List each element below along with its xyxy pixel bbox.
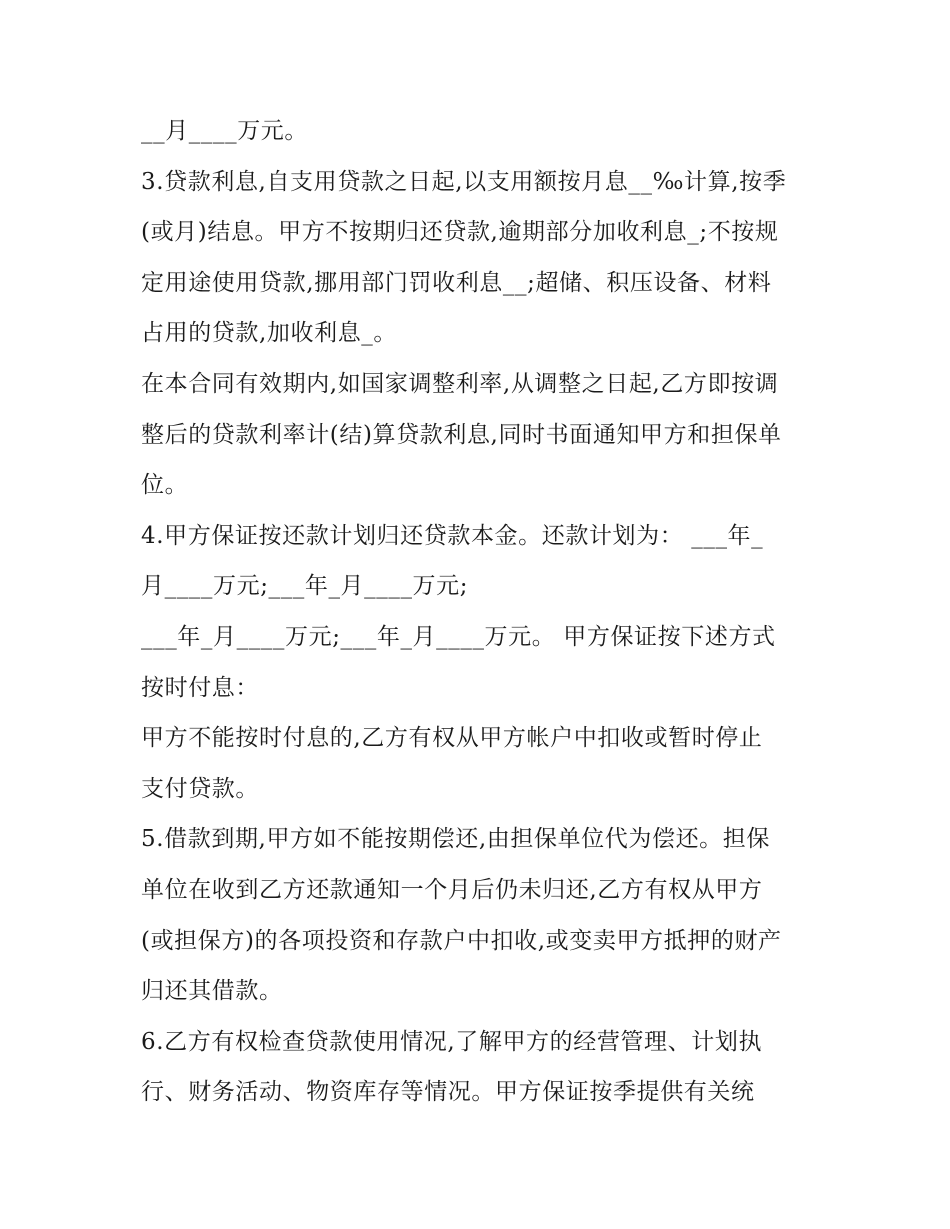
- text-line: 按时付息：: [141, 674, 259, 701]
- text-line: 整后的贷款利率计(结)算贷款利息,同时书面通知甲方和担保单: [141, 421, 782, 448]
- text-line: __月____万元。: [141, 118, 308, 144]
- text-line: 行、财务活动、物资库存等情况。甲方保证按季提供有关统: [141, 1079, 755, 1106]
- text-line: ___年_月____万元;___年_月____万元。 甲方保证按下述方式: [141, 623, 776, 650]
- text-line: 占用的贷款,加收利息_。: [141, 320, 398, 347]
- text-line: 5.借款到期,甲方如不能按期偿还,由担保单位代为偿还。担保: [141, 826, 770, 853]
- text-line: (或担保方)的各项投资和存款户中扣收,或变卖甲方抵押的财产: [141, 927, 782, 954]
- text-line: 4.甲方保证按还款计划归还贷款本金。还款计划为： ___年_: [141, 522, 764, 549]
- text-line: 月____万元;___年_月____万元;: [141, 573, 469, 600]
- text-line: (或月)结息。甲方不按期归还贷款,逾期部分加收利息_;不按规: [141, 219, 779, 246]
- text-line: 支付贷款。: [141, 775, 259, 802]
- text-line: 定用途使用贷款,挪用部门罚收利息__;超储、积压设备、材料: [141, 269, 772, 296]
- text-line: 6.乙方有权检查贷款使用情况,了解甲方的经营管理、计划执: [141, 1028, 763, 1055]
- text-line: 位。: [141, 472, 189, 499]
- text-line: 归还其借款。: [141, 978, 283, 1005]
- contract-text: [141, 106, 821, 1118]
- text-line: 甲方不能按时付息的,乙方有权从甲方帐户中扣收或暂时停止: [141, 725, 763, 752]
- text-line: 单位在收到乙方还款通知一个月后仍未归还,乙方有权从甲方: [141, 876, 763, 903]
- text-line: 在本合同有效期内,如国家调整利率,从调整之日起,乙方即按调: [141, 370, 779, 397]
- text-line: 3.贷款利息,自支用贷款之日起,以支用额按月息__‰计算,按季: [141, 168, 787, 195]
